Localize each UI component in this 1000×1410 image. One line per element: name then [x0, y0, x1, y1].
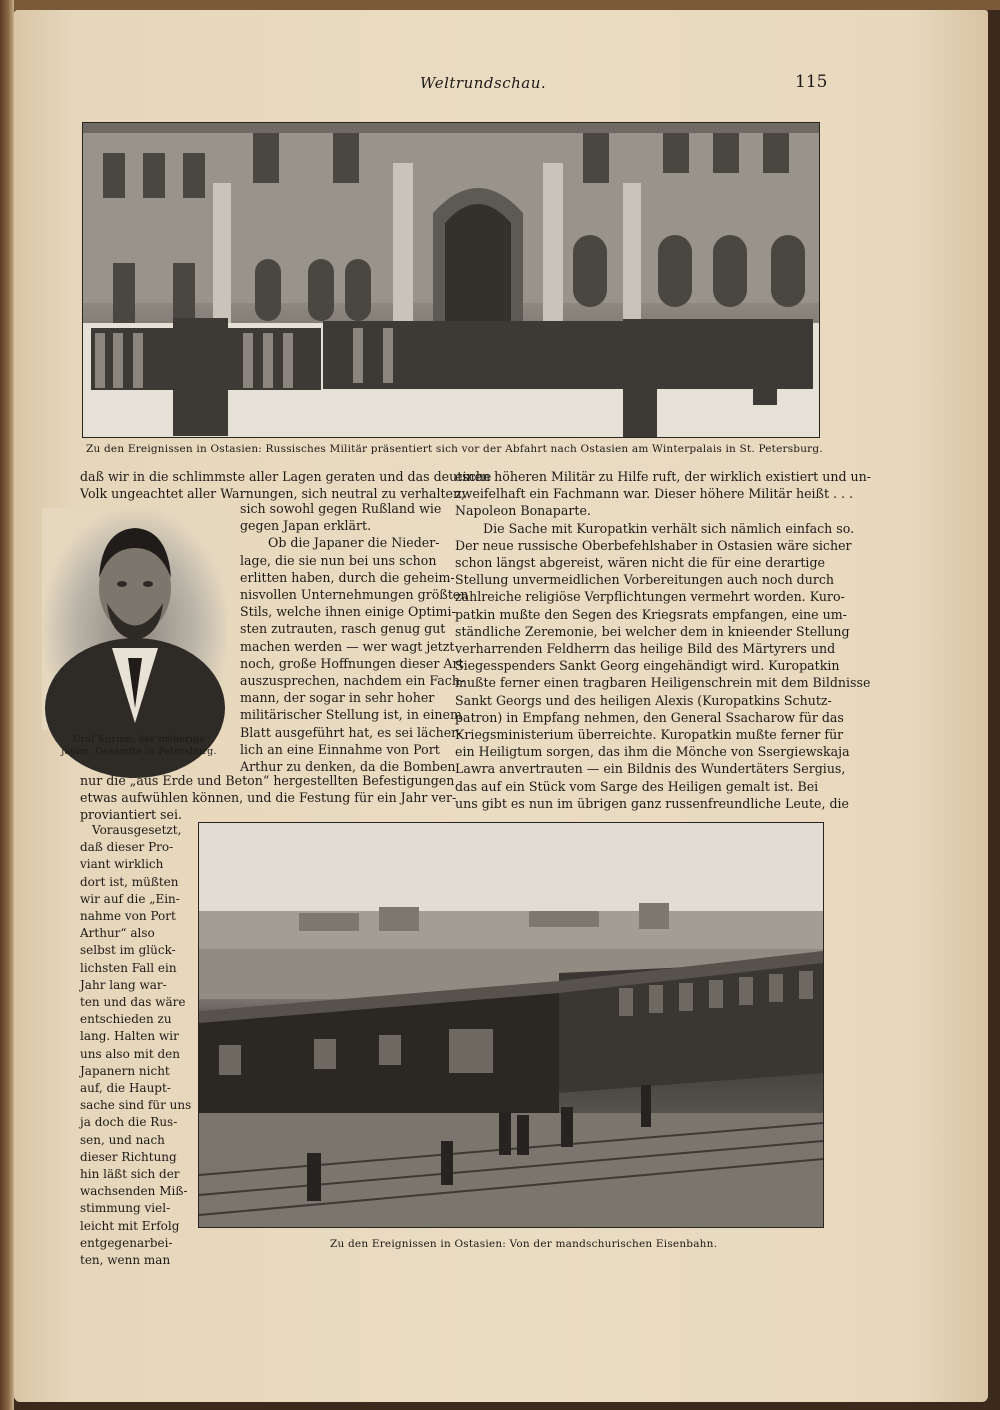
text-line: sten zutrauten, rasch genug gut	[240, 621, 446, 637]
text-line: lich an eine Einnahme von Port	[240, 741, 440, 757]
text-line: Ob die Japaner die Nieder-	[268, 535, 440, 551]
text-line: Arthur zu denken, da die Bomben	[240, 759, 456, 775]
text-line: Die Sache mit Kuropatkin verhält sich nämlich einfach so.	[483, 520, 855, 536]
text-line: nur die „aus Erde und Beton“ hergestellten Befestigungen	[80, 773, 455, 788]
text-line: das auf ein Stück vom Sarge des Heiligen gemalt ist. Bei	[455, 778, 819, 794]
portrait-illustration	[42, 508, 228, 730]
text-line: Blatt ausgeführt hat, es sei lächer-	[240, 724, 462, 740]
text-line: entgegenarbei-	[80, 1235, 173, 1250]
caption-train: Zu den Ereignissen in Ostasien: Von der mandschurischen Eisenbahn.	[330, 1238, 718, 1250]
text-right-column	[455, 468, 871, 812]
text-line: dort ist, müßten	[80, 874, 179, 889]
text-line: nahme von Port	[80, 909, 176, 924]
text-line: einen höheren Militär zu Hilfe ruft, der wirklich existiert und un-	[455, 469, 871, 484]
palace-illustration	[83, 123, 819, 437]
text-line: uns also mit den	[80, 1046, 180, 1061]
train-illustration	[199, 823, 823, 1227]
page-top-edge	[14, 0, 1000, 10]
text-line: Der neue russische Oberbefehlshaber in Ostasien wäre sicher	[455, 537, 852, 553]
text-line: machen werden — wer wagt jetzt	[240, 638, 455, 654]
text-line: sache sind für uns	[80, 1098, 192, 1113]
text-line: viant wirklich	[80, 857, 164, 872]
text-line: ten, wenn man	[80, 1253, 171, 1268]
text-line: lage, die sie nun bei uns schon	[240, 552, 437, 568]
text-line: mann, der sogar in sehr hoher	[240, 690, 435, 706]
text-line: Vorausgesetzt,	[92, 823, 182, 837]
text-left-top	[80, 468, 492, 502]
text-line: proviantiert sei.	[80, 807, 182, 823]
text-line: Jahr lang war-	[80, 977, 167, 992]
text-line: entschieden zu	[80, 1012, 172, 1027]
text-line: auf, die Haupt-	[80, 1081, 171, 1096]
text-line: wachsenden Miß-	[80, 1184, 188, 1199]
text-line: patron) in Empfang nehmen, den General Ssacharow für das	[455, 709, 844, 725]
text-line: ein Heiligtum sorgen, das ihm die Mönche von Ssergiewskaja	[455, 744, 850, 760]
photo-manchurian-railway	[198, 822, 824, 1228]
caption-portrait-line: japan. Gesandte in Petersburg.	[61, 746, 217, 757]
text-line: leicht mit Erfolg	[80, 1218, 180, 1233]
text-line: Stellung unvermeidlichen Vorbereitungen auch noch durch	[455, 572, 835, 588]
text-line: ten und das wäre	[80, 995, 186, 1010]
text-line: noch, große Hoffnungen dieser Art	[240, 655, 464, 671]
text-line: lichsten Fall ein	[80, 960, 177, 975]
text-line: Napoleon Bonaparte.	[455, 503, 591, 519]
text-line: lang. Halten wir	[80, 1029, 179, 1044]
text-line: daß dieser Pro-	[80, 840, 174, 855]
text-line: patkin mußte den Segen des Kriegsrats empfangen, eine um-	[455, 606, 847, 622]
text-line: Volk ungeachtet aller Warnungen, sich neutral zu verhalten,	[80, 486, 466, 502]
text-line: zahlreiche religiöse Verpflichtungen vermehrt worden. Kuro-	[455, 589, 845, 605]
text-line: hin läßt sich der	[80, 1167, 180, 1182]
text-left-beside-portrait	[240, 500, 469, 775]
text-left-narrow	[80, 822, 192, 1269]
running-head: Weltrundschau.	[420, 74, 547, 92]
text-line: Stils, welche ihnen einige Optimi-	[240, 604, 456, 620]
text-line: Lawra anvertrauten — ein Bildnis des Wundertäters Sergius,	[455, 761, 846, 777]
text-line: sen, und nach	[80, 1132, 165, 1147]
text-line: verharrenden Feldherrn das heilige Bild des Märtyrers und	[455, 641, 836, 657]
text-line: schon längst abgereist, wären nicht die für eine derartige	[455, 555, 825, 571]
text-line: sich sowohl gegen Rußland wie	[240, 501, 442, 516]
text-line: Siegesspenders Sankt Georg eingehändigt wird. Kuropatkin	[455, 658, 840, 674]
text-line: ja doch die Rus-	[80, 1115, 178, 1130]
text-line: mußte ferner einen tragbaren Heiligenschrein mit dem Bildnisse	[455, 675, 871, 691]
text-line: Sankt Georgs und des heiligen Alexis (Kuropatkins Schutz-	[455, 692, 832, 708]
text-line: wir auf die „Ein-	[80, 891, 180, 906]
caption-portrait	[40, 734, 238, 758]
caption-portrait-line: Graf Kurino, der bisherige	[72, 734, 206, 745]
text-line: Japanern nicht	[80, 1063, 170, 1078]
text-line: uns gibt es nun im übrigen ganz russenfreundliche Leute, die	[455, 795, 850, 811]
text-line: Kriegsministerium überreichte. Kuropatkin mußte ferner für	[455, 727, 844, 743]
text-line: erlitten haben, durch die geheim-	[240, 569, 455, 585]
photo-winter-palace	[82, 122, 820, 438]
text-left-full	[80, 772, 457, 824]
text-line: militärischer Stellung ist, in einem	[240, 707, 462, 723]
text-line: etwas aufwühlen können, und die Festung für ein Jahr ver-	[80, 790, 457, 806]
text-line: daß wir in die schlimmste aller Lagen geraten und das deutsche	[80, 469, 492, 484]
page-number: 115	[795, 72, 828, 92]
text-line: selbst im glück-	[80, 943, 176, 958]
text-line: zweifelhaft ein Fachmann war. Dieser höhere Militär heißt . . .	[455, 486, 854, 502]
text-line: Arthur“ also	[80, 926, 155, 941]
text-line: ständliche Zeremonie, bei welcher dem in knieender Stellung	[455, 623, 850, 639]
text-line: nisvollen Unternehmungen größten	[240, 587, 469, 603]
text-line: gegen Japan erklärt.	[240, 518, 372, 534]
text-line: auszusprechen, nachdem ein Fach-	[240, 673, 465, 689]
portrait-graf-kurino	[42, 508, 228, 730]
text-line: stimmung viel-	[80, 1201, 171, 1216]
text-line: dieser Richtung	[80, 1149, 177, 1164]
caption-palace: Zu den Ereignissen in Ostasien: Russisches Militär präsentiert sich vor der Abfahrt nach Ostasien am Winterpalais in St. Petersburg.	[86, 443, 823, 455]
book-binding	[0, 0, 14, 1410]
